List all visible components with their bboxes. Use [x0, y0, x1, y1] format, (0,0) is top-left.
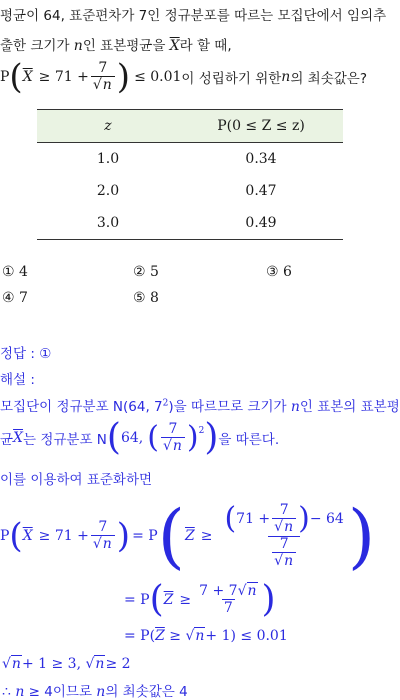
explanation-line-3: 이를 이용하여 표준화하면	[0, 472, 153, 488]
choice-2[interactable]: ② 5	[133, 264, 159, 280]
table-row	[37, 207, 343, 240]
table-cell-z: 1.0	[96, 151, 120, 167]
explanation-line-1: 모집단이 정규분포 N(64, $7^2$)을 따르므로 크기가 n인 표본의 표본평	[0, 398, 400, 415]
step-2: = P ( $\overline{Z}$ ≥ $\frac{7 + 7√n}{7}$ )	[124, 579, 276, 620]
step-3: = $P(\overline{Z} \ge √n+ 1) \le 0.01$	[124, 628, 288, 644]
table-row	[37, 143, 343, 176]
question-line-1: 평균이 64, 표준편차가 7인 정규분포를 따르는 모집단에서 임의추	[0, 8, 387, 24]
question-condition: P ( $\overline{X}$ ≥ 71 + $\frac{7}{√n}$ ) ≤ 0.01 이 성립하기 위한 n 의 최솟값은?	[0, 57, 367, 97]
table-row	[37, 175, 343, 207]
table-header-p: P(0 ≤ Z ≤ z)	[217, 118, 305, 134]
table-cell-z: 3.0	[96, 215, 120, 231]
explanation-label: 해설 :	[0, 372, 35, 388]
question-line-2: 출한 크기가 n인 표본평균을 $\overline{X}$라 할 때,	[0, 38, 232, 54]
normal-table	[37, 109, 343, 240]
table-cell-p: 0.47	[245, 183, 277, 199]
explanation-line-2: 균 $\overline{X}$ 는 정규분포 N ( 64, ( $\frac{7}{√n}$ ) $^2$ ) 을 따른다.	[0, 417, 280, 458]
table-cell-p: 0.49	[245, 215, 277, 231]
answer-label: 정답 : ①	[0, 346, 52, 362]
step-1: P ( $\overline{X}$ ≥ 71 + $\frac{7}{√n}$ ) = P ( $\overline{Z}$ ≥ ( 71 + $\frac{7}{√n}$ ) − 64 $\frac{7}{√n}$ )	[0, 495, 376, 577]
choice-4[interactable]: ④ 7	[2, 290, 28, 306]
choice-5[interactable]: ⑤ 8	[133, 290, 159, 306]
choice-3[interactable]: ③ 6	[266, 264, 292, 280]
table-header-z: z	[104, 118, 112, 134]
result-line-2: ∴ n ≥ 4이므로 n의 최솟값은 4	[2, 684, 188, 700]
result-line-1: √n+ 1 ≥ 3, √n≥ 2	[2, 656, 131, 672]
choice-1[interactable]: ① 4	[2, 264, 28, 280]
table-cell-p: 0.34	[245, 151, 277, 167]
table-cell-z: 2.0	[96, 183, 120, 199]
